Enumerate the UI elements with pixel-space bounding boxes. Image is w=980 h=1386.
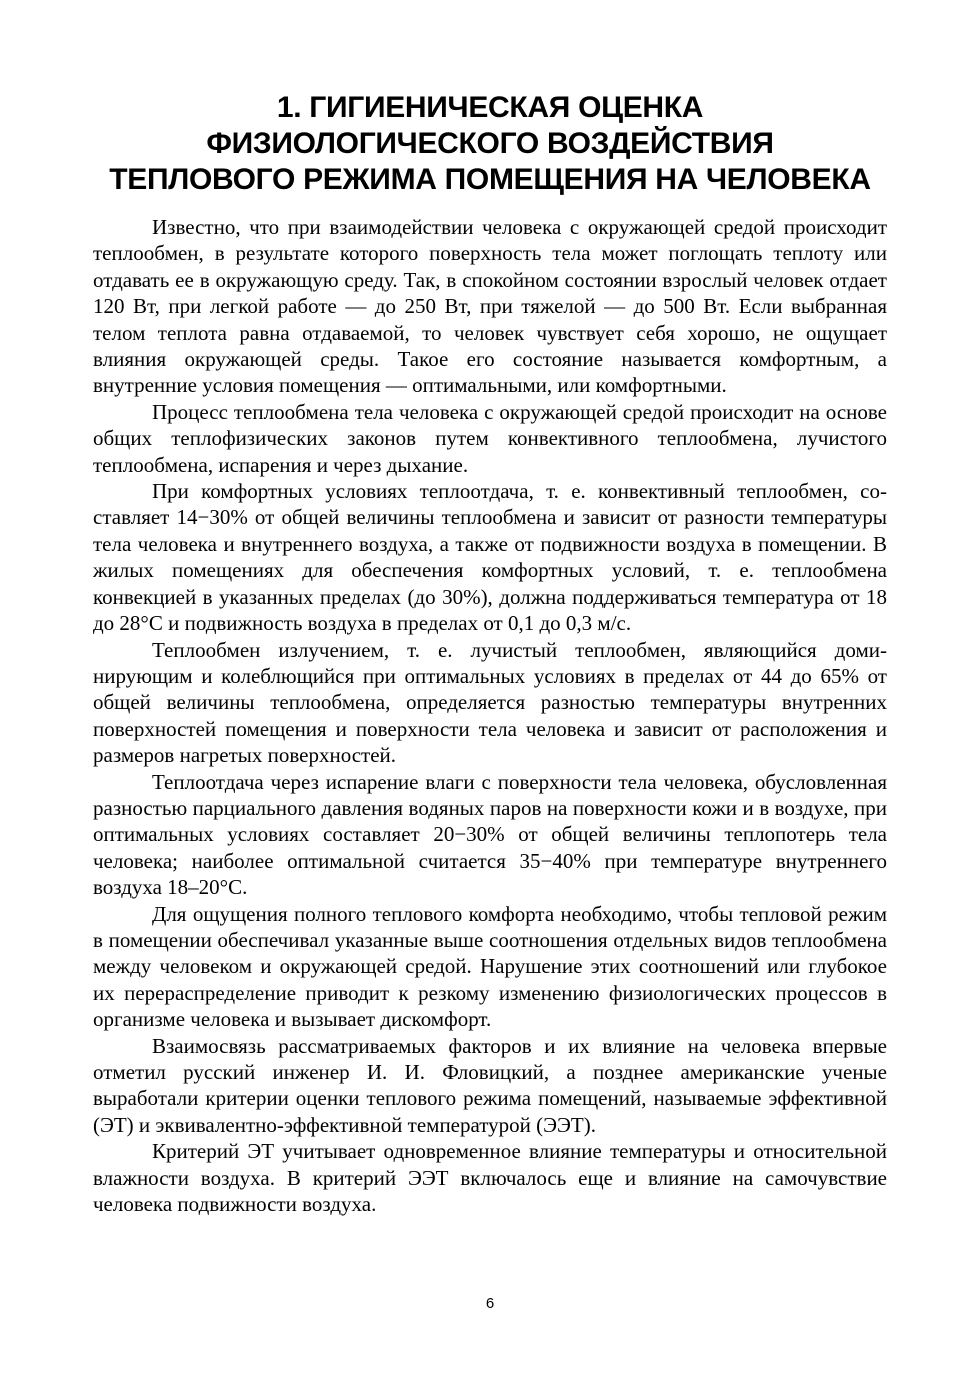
paragraph-thermal-comfort: Для ощущения полного теплового комфорта необходимо, чтобы тепловой режим в помещении обеспечивал указанные выше соотношения отдельных видов теплообмена между человеком и окружающей средой. Нарушение этих соотношений или глубокое их перераспределение приводит к резкому изменению физиологических процессов в организме человека и вызывает дискомфорт. [93, 901, 887, 1032]
chapter-title-line-3: ТЕПЛОВОГО РЕЖИМА ПОМЕЩЕНИЯ НА ЧЕЛОВЕКА [109, 163, 871, 196]
paragraph-evaporation: Теплоотдача через испарение влаги с поверхности тела человека, обусловленная разностью парциального давления водяных паров на поверхности кожи и в воздухе, при оптимальных условиях составляет 20−30% от общей величины теплопотерь тела человека; наиболее оптимальной считается 35−40% при температуре внутреннего воздуха 18–20°С. [93, 769, 887, 900]
page-number: 6 [485, 1295, 495, 1312]
chapter-title-line-1: 1. ГИГИЕНИЧЕСКАЯ ОЦЕНКА [276, 91, 704, 124]
chapter-title-line-2: ФИЗИОЛОГИЧЕСКОГО ВОЗДЕЙСТВИЯ [206, 127, 774, 160]
chapter-title [90, 90, 890, 198]
paragraph-heat-exchange-process: Процесс теплообмена тела человека с окружающей средой происходит на основе общих теплофизических законов путем конвективного теплообмена, лучистого теплообмена, испарения и через дыхание. [93, 399, 887, 477]
body-text [93, 214, 887, 1217]
paragraph-convective-exchange: При комфортных условиях теплоотдача, т. е. конвективный теплообмен, составляет 14−30% от общей величины теплообмена и зависит от разности температуры тела человека и внутреннего воздуха, а также от подвижности воздуха в помещении. В жилых помещениях для обеспечения комфортных условий, т. е. теплообмена конвекцией в указанных пределах (до 30%), должна поддерживаться температура от 18 до 28°С и подвижность воздуха в пределах от 0,1 до 0,3 м/с. [93, 479, 887, 636]
paragraph-criteria-history: Взаимосвязь рассматриваемых факторов и их влияние на человека впервые отметил русский инженер И. И. Фловицкий, а позднее американские ученые выработали критерии оценки теплового режима помещений, называемые эффективной (ЭТ) и эквивалентно-эффективной температурой (ЭЭТ). [93, 1033, 887, 1137]
paragraph-radiant-exchange: Теплообмен излучением, т. е. лучистый теплообмен, являющийся доминирующим и колеблющийся при оптимальных условиях в пределах от 44 до 65% от общей величины теплообмена, определяется разностью температуры внутренних поверхностей помещения и поверхности тела человека и зависит от расположения и размеров нагретых поверхностей. [93, 637, 887, 768]
paragraph-criteria-et-eet: Критерий ЭТ учитывает одновременное влияние температуры и относительной влажности воздуха. В критерий ЭЭТ включалось еще и влияние на самочувствие человека подвижности воздуха. [93, 1139, 887, 1217]
paragraph-heat-exchange-intro: Известно, что при взаимодействии человека с окружающей средой происходит теплообмен, в результате которого поверхность тела может поглощать теплоту или отдавать ее в окружающую среду. Так, в спокойном состоянии взрослый человек отдает 120 Вт, при легкой работе — до 250 Вт, при тяжелой — до 500 Вт. Если выбранная телом теплота равна отдаваемой, то человек чувствует себя хорошо, не ощущает влияния окружающей среды. Такое его состояние называется комфортным, а внутренние условия помещения — оптимальными, или комфортными. [93, 215, 887, 398]
